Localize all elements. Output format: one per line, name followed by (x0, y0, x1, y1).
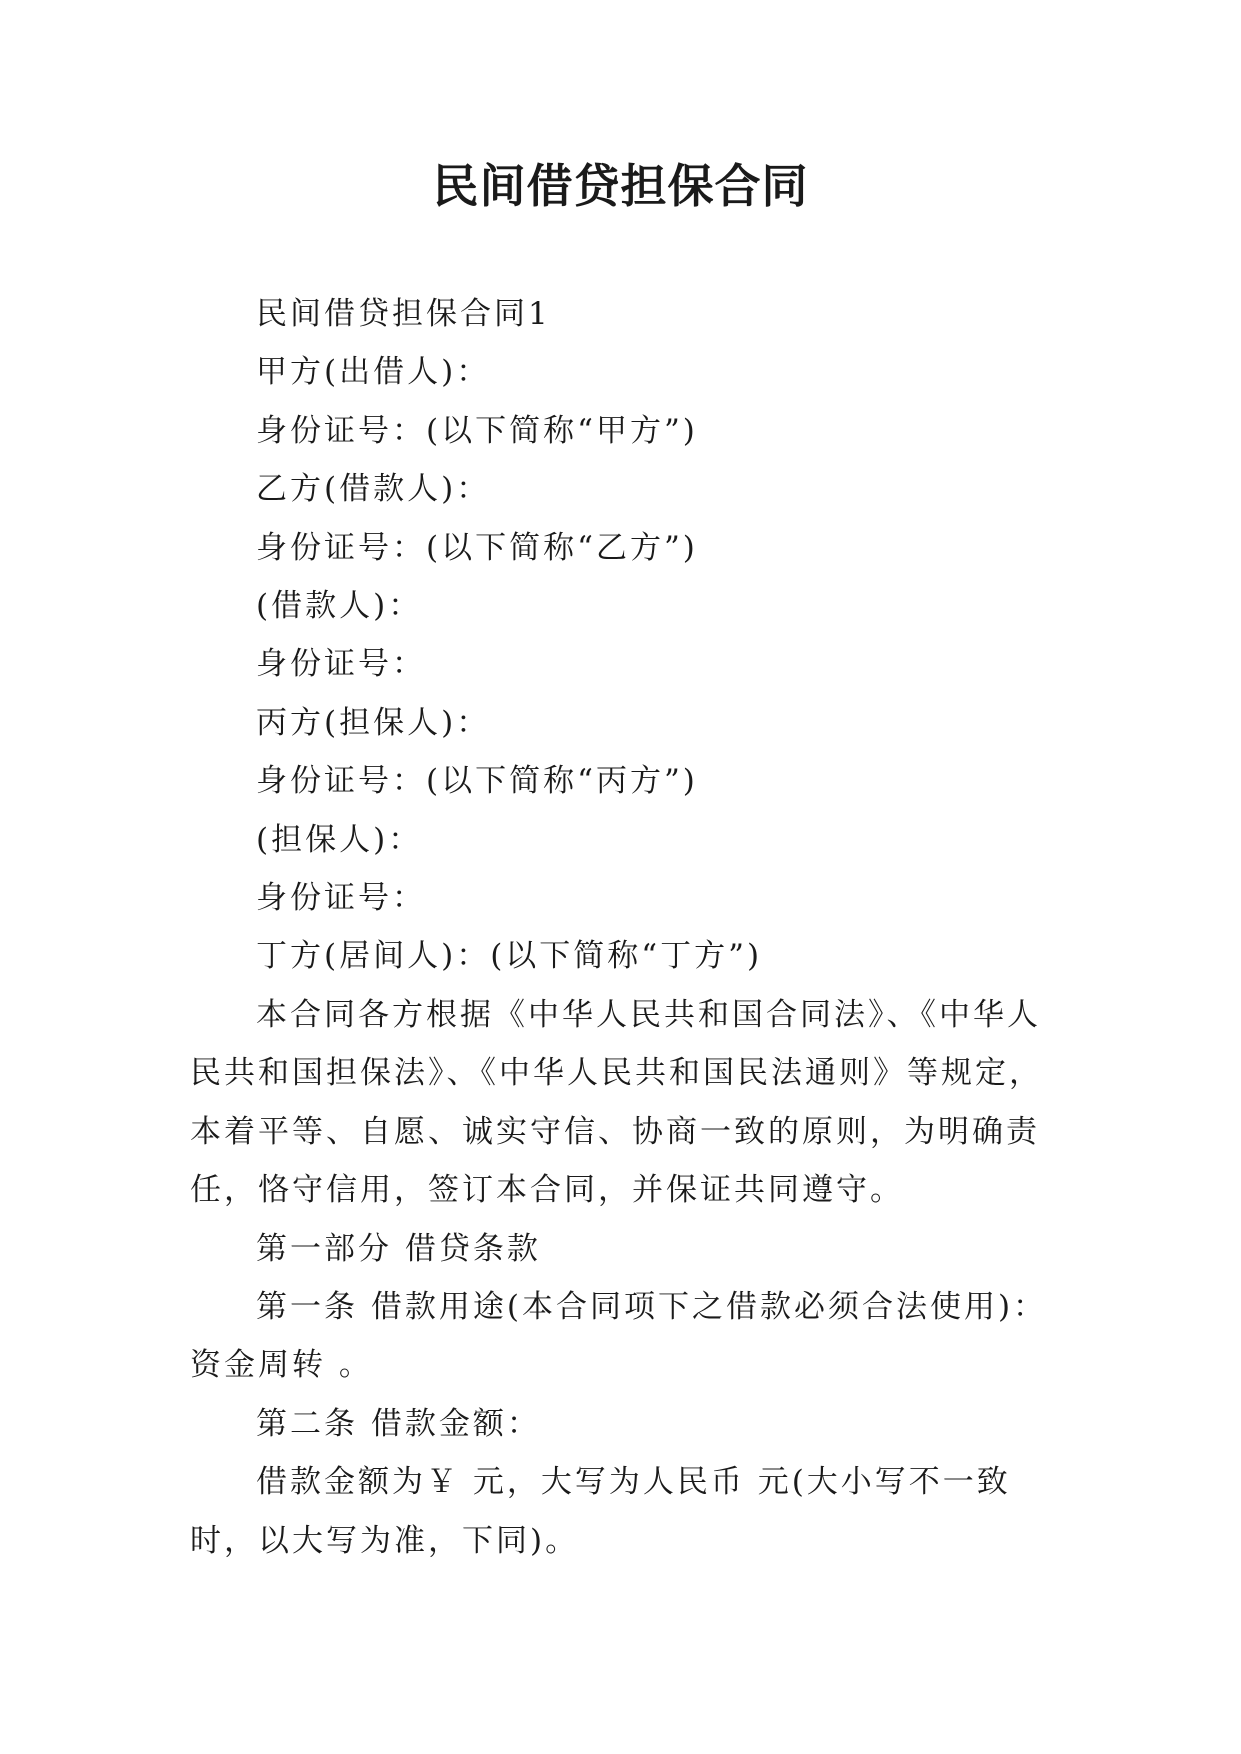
loan-amount-paragraph: 借款金额为￥ 元，大写为人民币 元(大小写不一致时，以大写为准，下同)。 (190, 1464, 1011, 1559)
party-c-label: 丙方(担保人)： (256, 704, 491, 741)
article-one-purpose: 第一条 借款用途(本合同项下之借款必须合法使用)：资金周转 。 (190, 1288, 1048, 1384)
co-guarantor-id-line: 身份证号： (256, 880, 426, 917)
party-d-label: 丁方(居间人)：(以下简称“丁方”) (256, 938, 763, 975)
document-body (190, 285, 1060, 1570)
co-borrower-id-line: 身份证号： (256, 646, 426, 683)
co-guarantor-label: (担保人)： (256, 821, 423, 858)
part-one-heading: 第一部分 借贷条款 (256, 1230, 541, 1267)
party-a-label: 甲方(出借人)： (256, 354, 491, 391)
party-c-id-line: 身份证号：(以下简称“丙方”) (256, 763, 698, 800)
article-two-heading: 第二条 借款金额： (256, 1405, 541, 1442)
paragraph-heading: 民间借贷担保合同1 (256, 296, 551, 332)
document-title: 民间借贷担保合同 (432, 159, 809, 213)
party-a-id-line: 身份证号：(以下简称“甲方”) (256, 412, 698, 449)
party-b-id-line: 身份证号：(以下简称“乙方”) (256, 529, 698, 566)
party-b-label: 乙方(借款人)： (256, 471, 491, 508)
co-borrower-label: (借款人)： (256, 588, 423, 625)
preamble-paragraph: 本合同各方根据《中华人民共和国合同法》、《中华人民共和国担保法》、《中华人民共和国民法通则》等规定，本着平等、自愿、诚实守信、协商一致的原则，为明确责任，恪守信用，签订本合同，并保证共同遵守。 (190, 996, 1043, 1209)
